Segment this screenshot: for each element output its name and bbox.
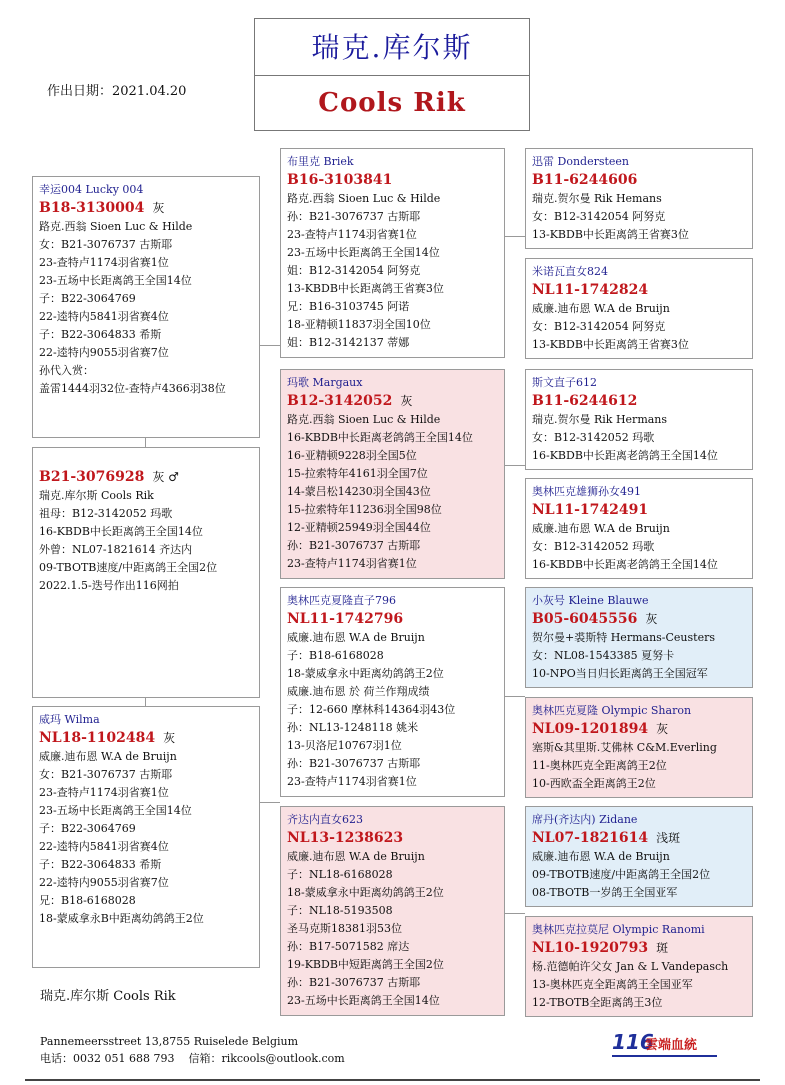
- title-box: [254, 18, 530, 131]
- ring-number: B11-6244612: [532, 393, 638, 409]
- ring-number: B16-3103841: [287, 172, 393, 188]
- ring-row: [287, 171, 498, 190]
- connector-line: [145, 698, 146, 706]
- ring-number: NL11-1742824: [532, 282, 649, 298]
- detail-line: 兄：B18-6168028: [39, 894, 136, 907]
- detail-line: 姐：B12-3142054 阿努克: [287, 264, 421, 277]
- detail-line: 姐：B12-3142137 蒂娜: [287, 336, 410, 349]
- pedigree-card-sds: [525, 369, 753, 470]
- ring-number: NL18-1102484: [39, 730, 156, 746]
- detail-line: 22-逵特内5841羽省赛4位: [39, 310, 169, 323]
- detail-line: 孙：B21-3076737 古斯耶: [287, 210, 421, 223]
- pigeon-name: 幸运004 Lucky 004: [39, 183, 144, 196]
- detail-line: 22-逵特内9055羽省赛7位: [39, 876, 169, 889]
- pedigree-card-dam-dam: [280, 806, 505, 1016]
- pigeon-name: 米诺瓦直女824: [532, 265, 608, 278]
- detail-line: 盖雷1444羽32位-查特卢4366羽38位: [39, 382, 226, 395]
- logo-underline: [612, 1055, 717, 1057]
- detail-line: 孙：B21-3076737 古斯耶: [287, 976, 421, 989]
- detail-line: 23-五场中长距离鸽王全国14位: [39, 804, 192, 817]
- logo-number: 116: [612, 1030, 654, 1054]
- pigeon-name: 奥林匹克夏隆 Olympic Sharon: [532, 704, 692, 717]
- ring-number: NL13-1238623: [287, 830, 404, 846]
- detail-line: 圣马克斯18381羽53位: [287, 922, 402, 935]
- pedigree-card-sire-sire: [280, 148, 505, 358]
- feather-color: 灰: [163, 731, 176, 745]
- feather-color: 灰: [400, 394, 413, 408]
- detail-line: 22-逵特内9055羽省赛7位: [39, 346, 169, 359]
- pedigree-card-dds: [525, 806, 753, 907]
- pigeon-name: 斯文直子612: [532, 376, 597, 389]
- pedigree-card-dam: [32, 706, 260, 968]
- connector-line: [505, 913, 525, 914]
- pigeon-name: 威玛 Wilma: [39, 713, 100, 726]
- ring-number: NL11-1742796: [287, 611, 404, 627]
- detail-line: 2022.1.5-迭号作出116网拍: [39, 579, 179, 592]
- ring-number: B12-3142052: [287, 393, 393, 409]
- detail-line: 女：B12-3142054 阿努克: [532, 210, 666, 223]
- detail-line: 子：B22-3064769: [39, 292, 136, 305]
- connector-line: [505, 236, 525, 237]
- pedigree-card-sire: [32, 176, 260, 438]
- pigeon-name: 奥林匹克雄狮孙女491: [532, 485, 641, 498]
- detail-line: 威廉.迪布恩 W.A de Bruijn: [287, 850, 425, 863]
- ring-row: [532, 939, 746, 958]
- detail-line: 18-蒙威拿永B中距离幼鸽鸽王2位: [39, 912, 204, 925]
- detail-line: 瑞克.贺尔曼 Rik Hermans: [532, 413, 668, 426]
- pedigree-card-ddd: [525, 916, 753, 1017]
- detail-line: 15-拉索特年11236羽全国98位: [287, 503, 442, 516]
- detail-line: 女：B12-3142054 阿努克: [532, 320, 666, 333]
- detail-line: 威廉.迪布恩 W.A de Bruijn: [532, 302, 670, 315]
- detail-line: 16-KBDB中长距离老鸽鸽王全国14位: [532, 449, 718, 462]
- detail-line: 兄：B16-3103745 阿诺: [287, 300, 410, 313]
- detail-line: 子：NL18-6168028: [287, 868, 393, 881]
- detail-line: 子：12-660 摩林科14364羽43位: [287, 703, 456, 716]
- footer-address: Pannemeersstreet 13,8755 Ruiselede Belgium: [40, 1035, 299, 1048]
- pedigree-card-dam-sire: [280, 587, 505, 797]
- detail-line: 10-NPO当日归长距离鸽王全国冠军: [532, 667, 708, 680]
- ring-row: [39, 468, 253, 487]
- footer-address-block: [40, 1033, 345, 1067]
- detail-line: 16-亚精顿9228羽全国5位: [287, 449, 417, 462]
- detail-line: 14-蒙吕松14230羽全国43位: [287, 485, 431, 498]
- detail-line: 23-查特卢1174羽省赛1位: [287, 775, 417, 788]
- detail-line: 13-KBDB中长距离鸽王省赛3位: [287, 282, 444, 295]
- detail-line: 孙代入赏：: [39, 364, 94, 377]
- detail-line: 10-西欧盃全距离鸽王2位: [532, 777, 656, 790]
- detail-line: 09-TBOTB速度/中距离鸽王全国2位: [39, 561, 218, 574]
- logo-text: 雲端血統: [645, 1038, 698, 1053]
- ring-number: NL10-1920793: [532, 940, 649, 956]
- detail-line: 23-五场中长距离鸽王全国14位: [287, 994, 440, 1007]
- detail-line: 子：B22-3064833 希斯: [39, 858, 162, 871]
- feather-color: 浅斑: [656, 831, 681, 845]
- detail-line: 18-蒙威拿永中距离幼鸽鸽王2位: [287, 886, 444, 899]
- pedigree-card-dsd: [525, 697, 753, 798]
- detail-line: 22-逵特内5841羽省赛4位: [39, 840, 169, 853]
- detail-line: 子：NL18-5193508: [287, 904, 393, 917]
- detail-line: 23-查特卢1174羽省赛1位: [39, 786, 169, 799]
- feather-color: 灰: [645, 612, 658, 626]
- detail-line: 09-TBOTB速度/中距离鸽王全国2位: [532, 868, 711, 881]
- page-title-en: Cools Rik: [318, 88, 466, 118]
- feather-color: 灰 ♂: [152, 470, 179, 484]
- detail-line: 23-查特卢1174羽省赛1位: [39, 256, 169, 269]
- detail-line: 11-奥林匹克全距离鸽王2位: [532, 759, 667, 772]
- detail-line: 威廉.迪布恩 W.A de Bruijn: [532, 850, 670, 863]
- feather-color: 斑: [656, 941, 669, 955]
- brand-logo: [612, 1030, 722, 1060]
- ring-row: [532, 501, 746, 520]
- detail-line: 孙：NL13-1248118 姚米: [287, 721, 419, 734]
- detail-line: 23-查特卢1174羽省赛1位: [287, 228, 417, 241]
- footer-contact: 电话：0032 051 688 793 信箱：rikcools@outlook.com: [40, 1052, 345, 1065]
- ring-row: [287, 392, 498, 411]
- detail-line: 子：B18-6168028: [287, 649, 384, 662]
- pigeon-name: 齐达内直女623: [287, 813, 363, 826]
- ring-row: [532, 829, 746, 848]
- detail-line: 女：B12-3142052 玛歌: [532, 431, 655, 444]
- connector-line: [505, 696, 525, 697]
- pigeon-name: 迅雷 Dondersteen: [532, 155, 630, 168]
- pedigree-card-sire-dam: [280, 369, 505, 579]
- ring-row: [287, 610, 498, 629]
- ring-number: B21-3076928: [39, 469, 145, 485]
- ring-row: [39, 199, 253, 218]
- ring-row: [532, 392, 746, 411]
- ring-row: [532, 171, 746, 190]
- ring-number: B11-6244606: [532, 172, 638, 188]
- pigeon-name: 奥林匹克夏隆直子796: [287, 594, 396, 607]
- detail-line: 孙：B21-3076737 古斯耶: [287, 757, 421, 770]
- connector-line: [260, 802, 280, 803]
- detail-line: 瑞克.贺尔曼 Rik Hemans: [532, 192, 662, 205]
- detail-line: 15-拉索特年4161羽全国7位: [287, 467, 428, 480]
- detail-line: 瑞克.库尔斯 Cools Rik: [39, 489, 154, 502]
- ring-number: NL07-1821614: [532, 830, 649, 846]
- detail-line: 路克.西翁 Sioen Luc & Hilde: [287, 413, 441, 426]
- ring-number: B05-6045556: [532, 611, 638, 627]
- detail-line: 08-TBOTB一岁鸽王全国亚军: [532, 886, 678, 899]
- detail-line: 13-贝洛尼10767羽1位: [287, 739, 402, 752]
- detail-line: 威廉.迪布恩 於 荷兰作翔成绩: [287, 685, 430, 698]
- issue-date: 作出日期：2021.04.20: [47, 84, 187, 99]
- ring-row: [532, 610, 746, 629]
- detail-line: 塞斯&其里斯.艾佛林 C&M.Everling: [532, 741, 717, 754]
- detail-line: 13-KBDB中长距离鸽王省赛3位: [532, 228, 689, 241]
- ring-row: [532, 720, 746, 739]
- connector-line: [145, 438, 146, 447]
- feather-color: 灰: [656, 722, 669, 736]
- detail-line: 23-查特卢1174羽省赛1位: [287, 557, 417, 570]
- detail-line: 女：NL08-1543385 夏努卡: [532, 649, 675, 662]
- ring-row: [287, 829, 498, 848]
- pedigree-card-ssd: [525, 258, 753, 359]
- footer-breeder: 瑞克.库尔斯 Cools Rik: [40, 989, 176, 1004]
- detail-line: 13-奥林匹克全距离鸽王全国亚军: [532, 978, 693, 991]
- detail-line: 女：B21-3076737 古斯耶: [39, 768, 173, 781]
- detail-line: 18-蒙威拿永中距离幼鸽鸽王2位: [287, 667, 444, 680]
- detail-line: 16-KBDB中长距离老鸽鸽王全国14位: [287, 431, 473, 444]
- detail-line: 女：B21-3076737 古斯耶: [39, 238, 173, 251]
- ring-number: NL11-1742491: [532, 502, 649, 518]
- detail-line: 19-KBDB中短距离鸽王全国2位: [287, 958, 444, 971]
- pedigree-card-sss: [525, 148, 753, 249]
- detail-line: 18-亚精顿11837羽全国10位: [287, 318, 431, 331]
- connector-line: [505, 465, 525, 466]
- detail-line: 路克.西翁 Sioen Luc & Hilde: [39, 220, 193, 233]
- detail-line: 路克.西翁 Sioen Luc & Hilde: [287, 192, 441, 205]
- detail-line: 祖母：B12-3142052 玛歌: [39, 507, 173, 520]
- ring-row: [39, 729, 253, 748]
- pigeon-name: 席丹(齐达内) Zidane: [532, 813, 638, 826]
- feather-color: 灰: [152, 201, 165, 215]
- pigeon-name: 奥林匹克拉莫尼 Olympic Ranomi: [532, 923, 705, 936]
- pigeon-name: 玛歌 Margaux: [287, 376, 363, 389]
- detail-line: 杨.范德帕许父女 Jan & L Vandepasch: [532, 960, 729, 973]
- detail-line: 12-TBOTB全距离鸽王3位: [532, 996, 663, 1009]
- connector-line: [260, 345, 280, 346]
- ring-row: [532, 281, 746, 300]
- pedigree-card-dss: [525, 587, 753, 688]
- detail-line: 孙：B21-3076737 古斯耶: [287, 539, 421, 552]
- detail-line: 子：B22-3064769: [39, 822, 136, 835]
- detail-line: 威廉.迪布恩 W.A de Bruijn: [39, 750, 177, 763]
- detail-line: 13-KBDB中长距离鸽王省赛3位: [532, 338, 689, 351]
- detail-line: 威廉.迪布恩 W.A de Bruijn: [287, 631, 425, 644]
- pedigree-card-sdd: [525, 478, 753, 579]
- detail-line: 12-亚精顿25949羽全国44位: [287, 521, 431, 534]
- pedigree-card-subject: [32, 447, 260, 698]
- detail-line: 孙：B17-5071582 席达: [287, 940, 410, 953]
- detail-line: 16-KBDB中长距离老鸽鸽王全国14位: [532, 558, 718, 571]
- detail-line: 子：B22-3064833 希斯: [39, 328, 162, 341]
- detail-line: 贺尔曼+裘斯特 Hermans-Ceusters: [532, 631, 715, 644]
- detail-line: 23-五场中长距离鸽王全国14位: [287, 246, 440, 259]
- detail-line: 女：B12-3142052 玛歌: [532, 540, 655, 553]
- detail-line: 16-KBDB中长距离鸽王全国14位: [39, 525, 203, 538]
- detail-line: 威廉.迪布恩 W.A de Bruijn: [532, 522, 670, 535]
- bottom-rule: [25, 1079, 760, 1081]
- detail-line: 23-五场中长距离鸽王全国14位: [39, 274, 192, 287]
- detail-line: 外曾：NL07-1821614 齐达内: [39, 543, 193, 556]
- ring-number: B18-3130004: [39, 200, 145, 216]
- ring-number: NL09-1201894: [532, 721, 649, 737]
- pigeon-name: 小灰号 Kleine Blauwe: [532, 594, 649, 607]
- pigeon-name: 布里克 Briek: [287, 155, 354, 168]
- page-title-cn: 瑞克.库尔斯: [255, 19, 529, 76]
